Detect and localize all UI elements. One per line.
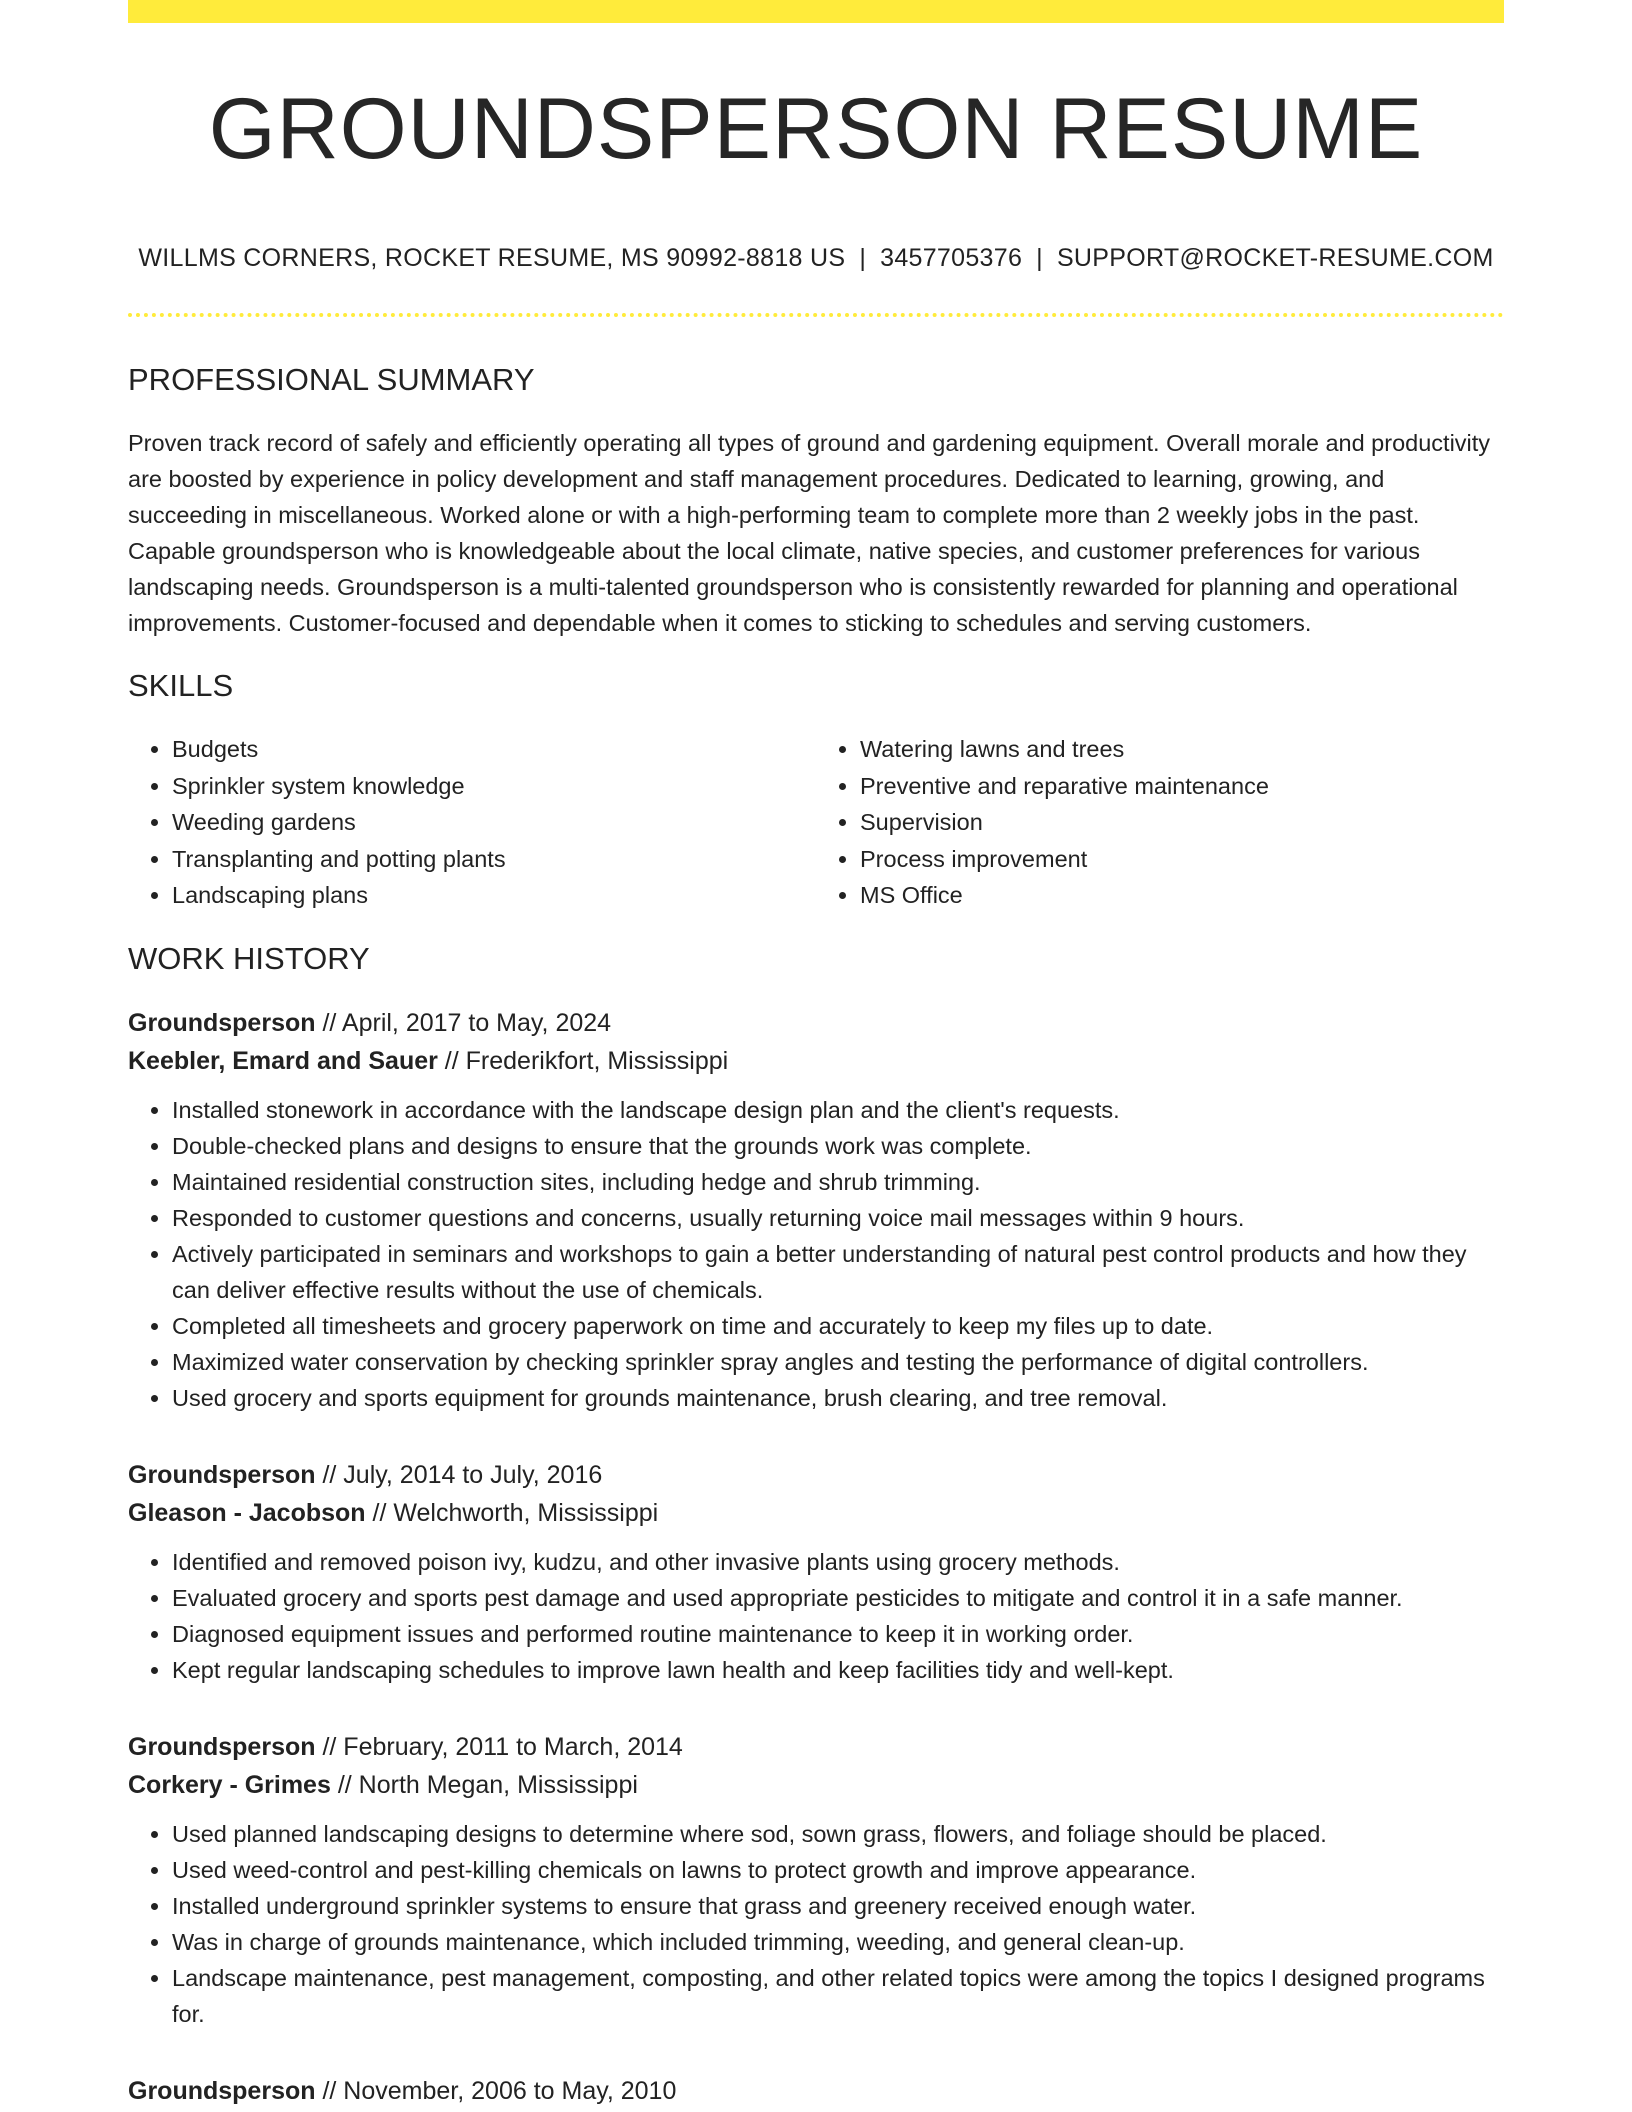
skills-list-right: [816, 731, 1504, 914]
job-bullet: • Evaluated grocery and sports pest damage and used appropriate pesticides to mitigate and control it in a safe manner.: [172, 1580, 1504, 1616]
skill-item: • Supervision: [860, 804, 1504, 841]
job-entry: [128, 2072, 1504, 2110]
job-company-line: [128, 1766, 1504, 1804]
job-company-line: [128, 1494, 1504, 1532]
page-title: GROUNDSPERSON RESUME: [208, 81, 1424, 177]
phone: 3457705376: [880, 244, 1023, 272]
skill-item: • Sprinkler system knowledge: [172, 768, 816, 805]
job-location: // North Megan, Mississippi: [330, 1770, 638, 1799]
job-bullet-list: [128, 1816, 1504, 2032]
job-bullet: • Installed stonework in accordance with the landscape design plan and the client's requests.: [172, 1092, 1504, 1128]
job-entry: [128, 1456, 1504, 1688]
job-dates: // November, 2006 to May, 2010: [315, 2076, 677, 2105]
job-company: Gleason - Jacobson: [128, 1498, 366, 1527]
skill-item: • Weeding gardens: [172, 804, 816, 841]
job-bullet: • Responded to customer questions and concerns, usually returning voice mail messages within 9 hours.: [172, 1200, 1504, 1236]
job-company: Corkery - Grimes: [128, 1770, 331, 1799]
job-bullet: • Actively participated in seminars and workshops to gain a better understanding of natural pest control products and how they can deliver effective results without the use of chemicals.: [172, 1236, 1504, 1308]
skill-item: • Preventive and reparative maintenance: [860, 768, 1504, 805]
skill-item: • Transplanting and potting plants: [172, 841, 816, 878]
address: WILLMS CORNERS, ROCKET RESUME, MS 90992-8818 US: [138, 244, 846, 272]
skills-heading: SKILLS: [128, 668, 234, 703]
contact-info: [128, 243, 1504, 273]
job-entry: [128, 1004, 1504, 1416]
job-title: Groundsperson: [128, 2076, 316, 2105]
summary-heading: PROFESSIONAL SUMMARY: [128, 362, 535, 397]
job-dates: // April, 2017 to May, 2024: [315, 1008, 612, 1037]
job-title-line: [128, 1728, 1504, 1766]
skills-grid: [128, 731, 1504, 914]
job-location: // Frederikfort, Mississippi: [437, 1046, 729, 1075]
job-bullet: • Was in charge of grounds maintenance, which included trimming, weeding, and general clean-up.: [172, 1924, 1504, 1960]
email: SUPPORT@ROCKET-RESUME.COM: [1056, 244, 1494, 272]
job-title-line: [128, 1004, 1504, 1042]
job-title: Groundsperson: [128, 1460, 316, 1489]
job-bullet: • Identified and removed poison ivy, kudzu, and other invasive plants using grocery methods.: [172, 1544, 1504, 1580]
contact-separator: |: [1036, 244, 1043, 272]
skill-item: • Budgets: [172, 731, 816, 768]
job-dates: // February, 2011 to March, 2014: [315, 1732, 683, 1761]
work-history-list: [128, 1004, 1504, 2110]
skill-item: • Landscaping plans: [172, 877, 816, 914]
job-title: Groundsperson: [128, 1008, 316, 1037]
job-title: Groundsperson: [128, 1732, 316, 1761]
job-bullet: • Maintained residential construction sites, including hedge and shrub trimming.: [172, 1164, 1504, 1200]
contact-separator: |: [859, 244, 867, 272]
skill-item: • Process improvement: [860, 841, 1504, 878]
job-bullet-list: [128, 1544, 1504, 1688]
dotted-divider: [128, 313, 1504, 317]
job-bullet: • Landscape maintenance, pest management, composting, and other related topics were among the topics I designed programs for.: [172, 1960, 1504, 2032]
work-history-heading: WORK HISTORY: [128, 940, 370, 976]
job-title-line: [128, 1456, 1504, 1494]
job-bullet: • Used grocery and sports equipment for grounds maintenance, brush clearing, and tree removal.: [172, 1380, 1504, 1416]
skill-item: • Watering lawns and trees: [860, 731, 1504, 768]
skills-list-left: [128, 731, 816, 914]
job-bullet: • Maximized water conservation by checking sprinkler spray angles and testing the performance of digital controllers.: [172, 1344, 1504, 1380]
job-bullet: • Installed underground sprinkler systems to ensure that grass and greenery received enough water.: [172, 1888, 1504, 1924]
job-bullet-list: [128, 1092, 1504, 1416]
job-bullet: • Completed all timesheets and grocery paperwork on time and accurately to keep my files up to date.: [172, 1308, 1504, 1344]
job-title-line: [128, 2072, 1504, 2110]
skill-item: • MS Office: [860, 877, 1504, 914]
job-bullet: • Used planned landscaping designs to determine where sod, sown grass, flowers, and foliage should be placed.: [172, 1816, 1504, 1852]
resume-page: [128, 0, 1504, 2110]
job-bullet: • Kept regular landscaping schedules to improve lawn health and keep facilities tidy and well-kept.: [172, 1652, 1504, 1688]
job-location: // Welchworth, Mississippi: [365, 1498, 659, 1527]
job-bullet: • Double-checked plans and designs to ensure that the grounds work was complete.: [172, 1128, 1504, 1164]
top-accent-bar: [128, 0, 1504, 23]
job-entry: [128, 1728, 1504, 2032]
job-dates: // July, 2014 to July, 2016: [315, 1460, 603, 1489]
job-company-line: [128, 1042, 1504, 1080]
job-bullet: • Diagnosed equipment issues and performed routine maintenance to keep it in working order.: [172, 1616, 1504, 1652]
job-bullet: • Used weed-control and pest-killing chemicals on lawns to protect growth and improve appearance.: [172, 1852, 1504, 1888]
job-company: Keebler, Emard and Sauer: [128, 1046, 438, 1075]
summary-text: Proven track record of safely and efficiently operating all types of ground and gardening equipment. Overall morale and productivity are boosted by experience in policy development and staff management procedures. Dedicated to learning, growing, and succeeding in miscellaneous. Worked alone or with a high-performing team to complete more than 2 weekly jobs in the past. Capable groundsperson who is knowledgeable about the local climate, native species, and customer preferences for various landscaping needs. Groundsperson is a multi-talented groundsperson who is consistently rewarded for planning and operational improvements. Customer-focused and dependable when it comes to sticking to schedules and serving customers.: [128, 430, 1491, 636]
